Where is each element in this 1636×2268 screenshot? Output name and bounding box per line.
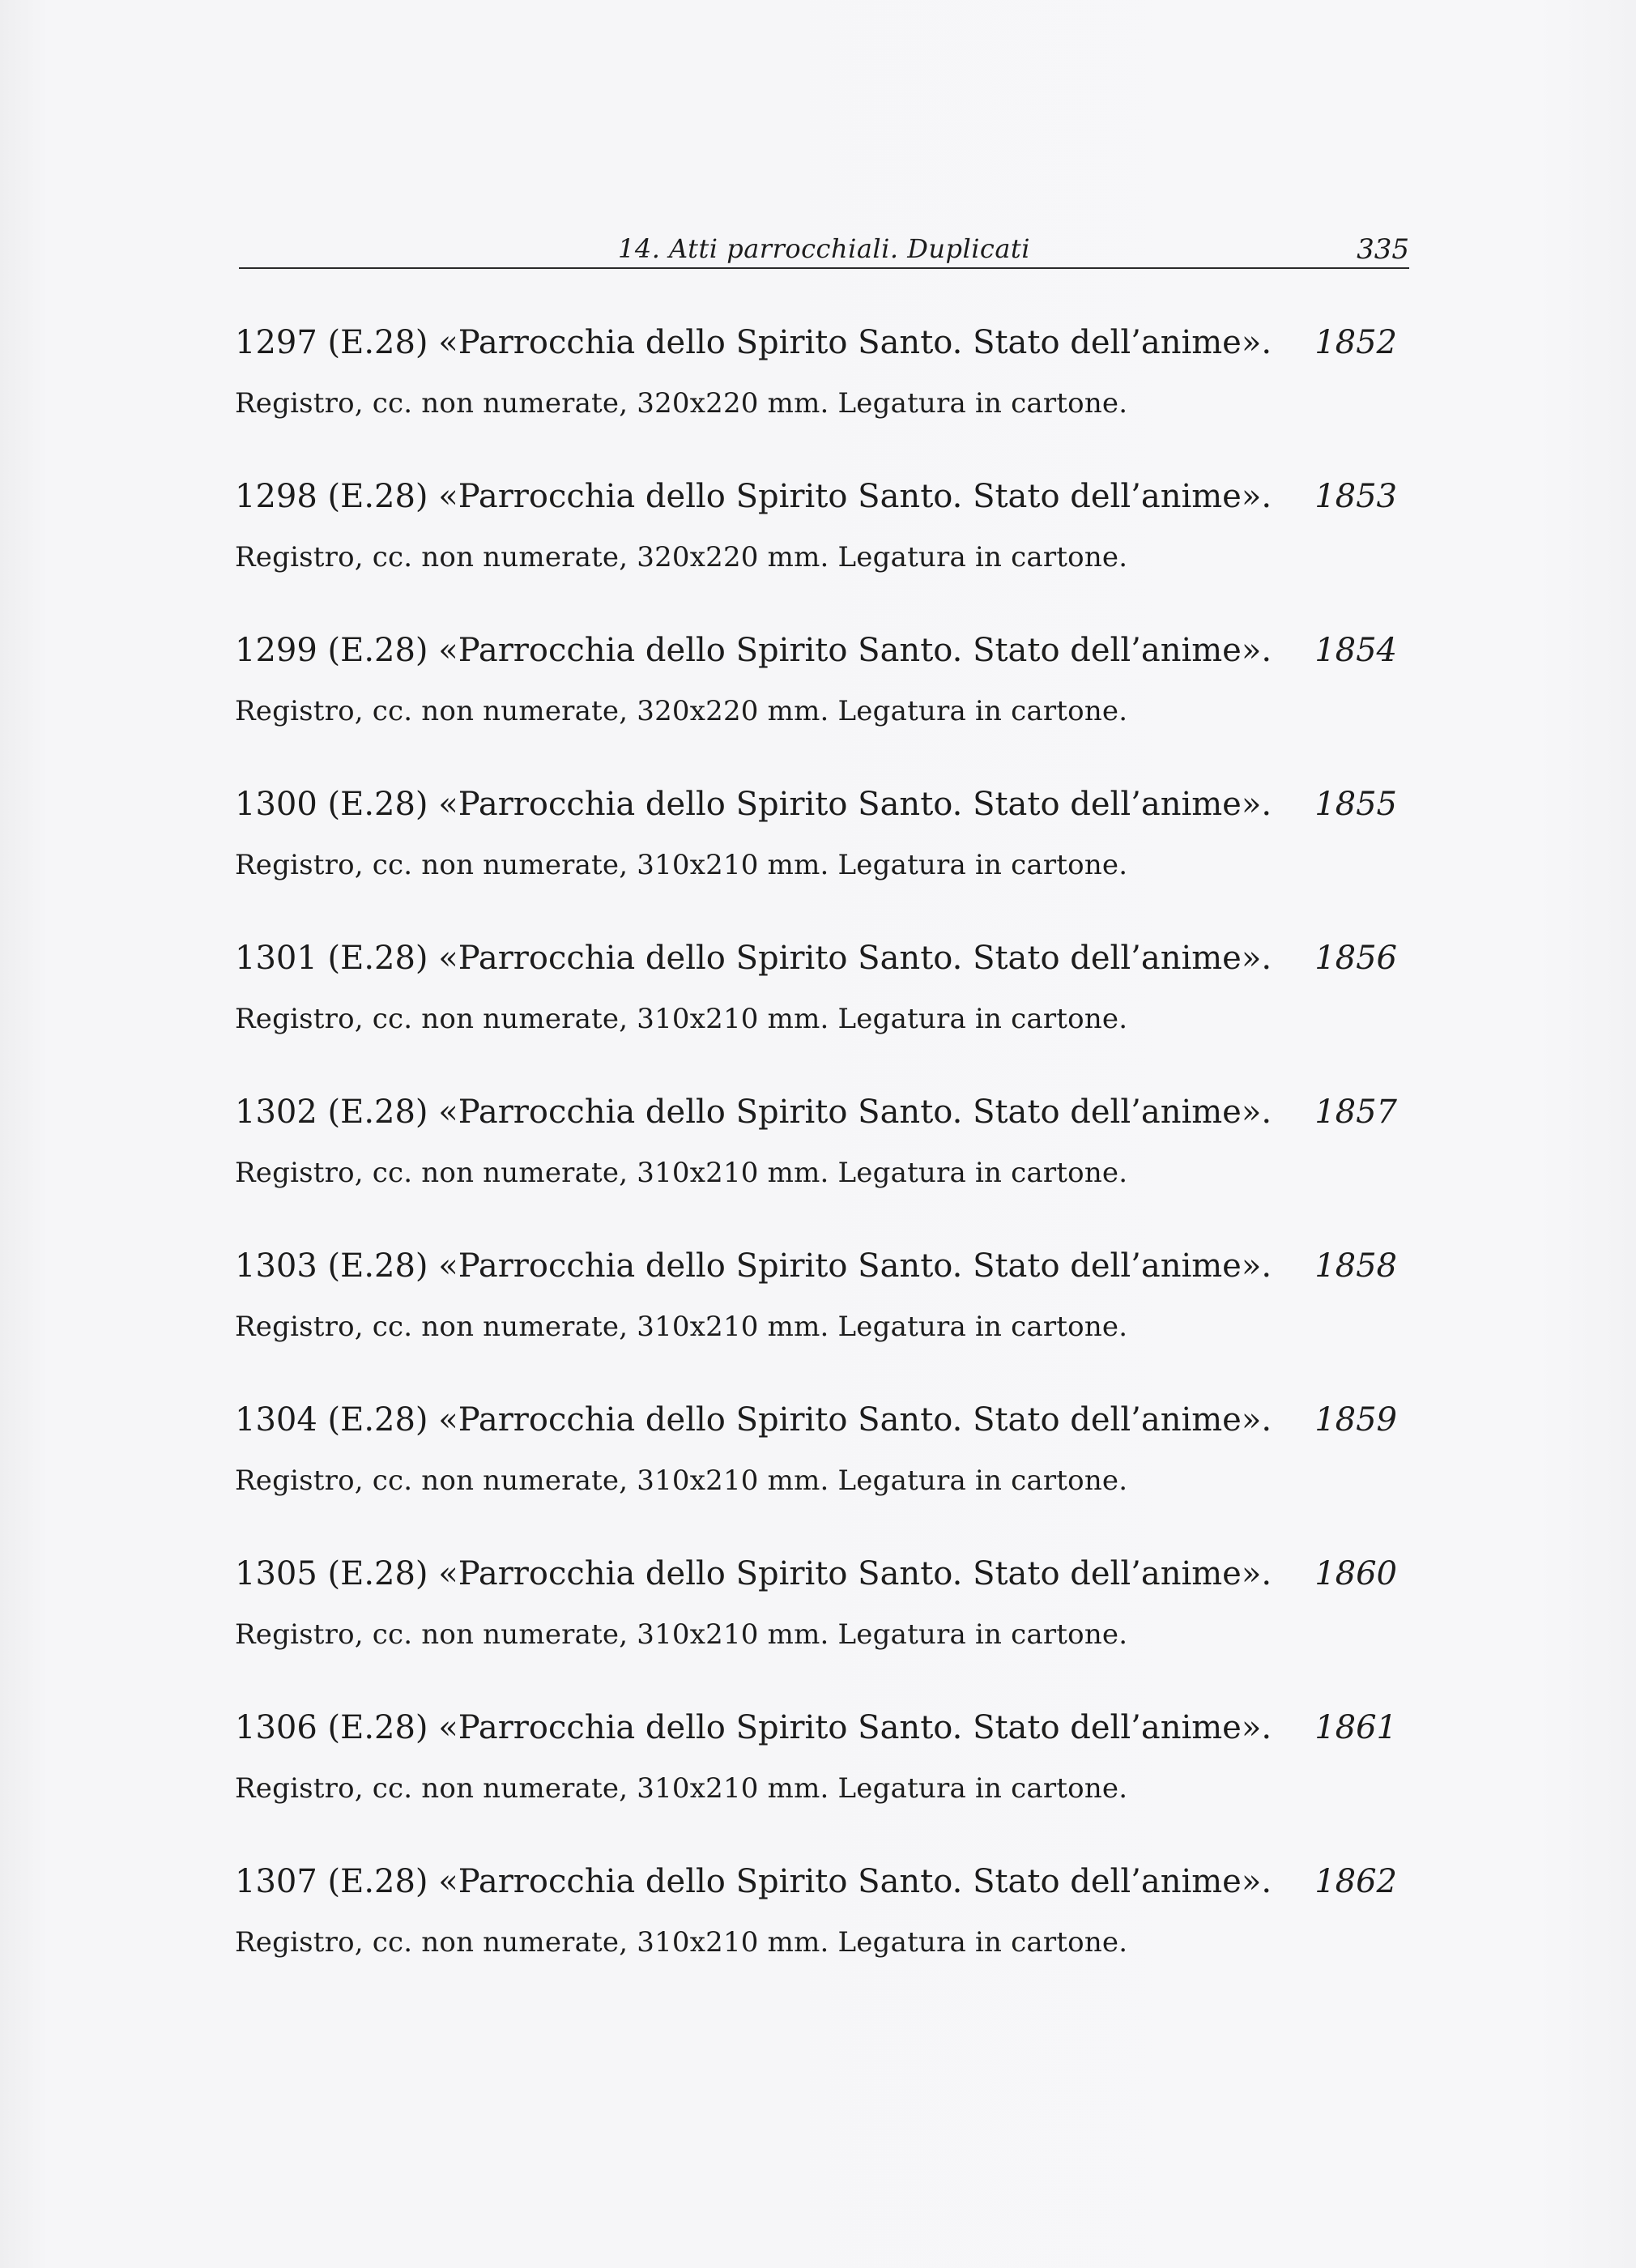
entry-year: 1854 — [1314, 632, 1397, 669]
entry-1307 — [235, 1863, 1397, 2017]
entry-description: Registro, cc. non numerate, 310x210 mm. Legatura in cartone. — [235, 1926, 1128, 1959]
entry-year: 1852 — [1314, 324, 1397, 361]
entry-description: Registro, cc. non numerate, 310x210 mm. Legatura in cartone. — [235, 1464, 1128, 1497]
entry-1303 — [235, 1247, 1397, 1401]
entry-year: 1860 — [1314, 1555, 1397, 1592]
entry-year: 1856 — [1314, 940, 1397, 977]
entry-year: 1855 — [1314, 786, 1397, 823]
entry-description: Registro, cc. non numerate, 310x210 mm. Legatura in cartone. — [235, 849, 1128, 881]
entry-1298 — [235, 478, 1397, 632]
entry-1300 — [235, 786, 1397, 940]
entry-1305 — [235, 1555, 1397, 1709]
entry-title: 1301 (E.28) «Parrocchia dello Spirito Santo. Stato dell’anime». — [235, 940, 1272, 977]
entry-description: Registro, cc. non numerate, 310x210 mm. Legatura in cartone. — [235, 1772, 1128, 1805]
entry-1301 — [235, 940, 1397, 1094]
entry-year: 1862 — [1314, 1863, 1397, 1900]
entry-list — [235, 324, 1397, 2017]
entry-title: 1297 (E.28) «Parrocchia dello Spirito Santo. Stato dell’anime». — [235, 324, 1272, 361]
running-title: 14. Atti parrocchiali. Duplicati — [617, 233, 1031, 264]
entry-title: 1300 (E.28) «Parrocchia dello Spirito Santo. Stato dell’anime». — [235, 786, 1272, 823]
page-number: 335 — [1357, 233, 1409, 266]
entry-description: Registro, cc. non numerate, 310x210 mm. Legatura in cartone. — [235, 1157, 1128, 1189]
entry-1302 — [235, 1094, 1397, 1247]
entry-title: 1307 (E.28) «Parrocchia dello Spirito Santo. Stato dell’anime». — [235, 1863, 1272, 1900]
entry-description: Registro, cc. non numerate, 320x220 mm. Legatura in cartone. — [235, 541, 1128, 573]
entry-1306 — [235, 1709, 1397, 1863]
entry-year: 1859 — [1314, 1401, 1397, 1439]
page-header — [239, 227, 1409, 269]
entry-1297 — [235, 324, 1397, 478]
entry-description: Registro, cc. non numerate, 320x220 mm. Legatura in cartone. — [235, 695, 1128, 727]
entry-description: Registro, cc. non numerate, 310x210 mm. Legatura in cartone. — [235, 1003, 1128, 1035]
entry-description: Registro, cc. non numerate, 310x210 mm. Legatura in cartone. — [235, 1311, 1128, 1343]
entry-title: 1305 (E.28) «Parrocchia dello Spirito Santo. Stato dell’anime». — [235, 1555, 1272, 1592]
entry-title: 1304 (E.28) «Parrocchia dello Spirito Santo. Stato dell’anime». — [235, 1401, 1272, 1439]
entry-year: 1857 — [1314, 1094, 1397, 1131]
entry-title: 1302 (E.28) «Parrocchia dello Spirito Santo. Stato dell’anime». — [235, 1094, 1272, 1131]
entry-title: 1299 (E.28) «Parrocchia dello Spirito Santo. Stato dell’anime». — [235, 632, 1272, 669]
entry-title: 1306 (E.28) «Parrocchia dello Spirito Santo. Stato dell’anime». — [235, 1709, 1272, 1746]
entry-1299 — [235, 632, 1397, 786]
entry-year: 1861 — [1314, 1709, 1397, 1746]
entry-title: 1298 (E.28) «Parrocchia dello Spirito Santo. Stato dell’anime». — [235, 478, 1272, 515]
entry-description: Registro, cc. non numerate, 320x220 mm. Legatura in cartone. — [235, 387, 1128, 420]
entry-year: 1858 — [1314, 1247, 1397, 1285]
entry-year: 1853 — [1314, 478, 1397, 515]
entry-1304 — [235, 1401, 1397, 1555]
entry-title: 1303 (E.28) «Parrocchia dello Spirito Santo. Stato dell’anime». — [235, 1247, 1272, 1285]
entry-description: Registro, cc. non numerate, 310x210 mm. Legatura in cartone. — [235, 1618, 1128, 1651]
